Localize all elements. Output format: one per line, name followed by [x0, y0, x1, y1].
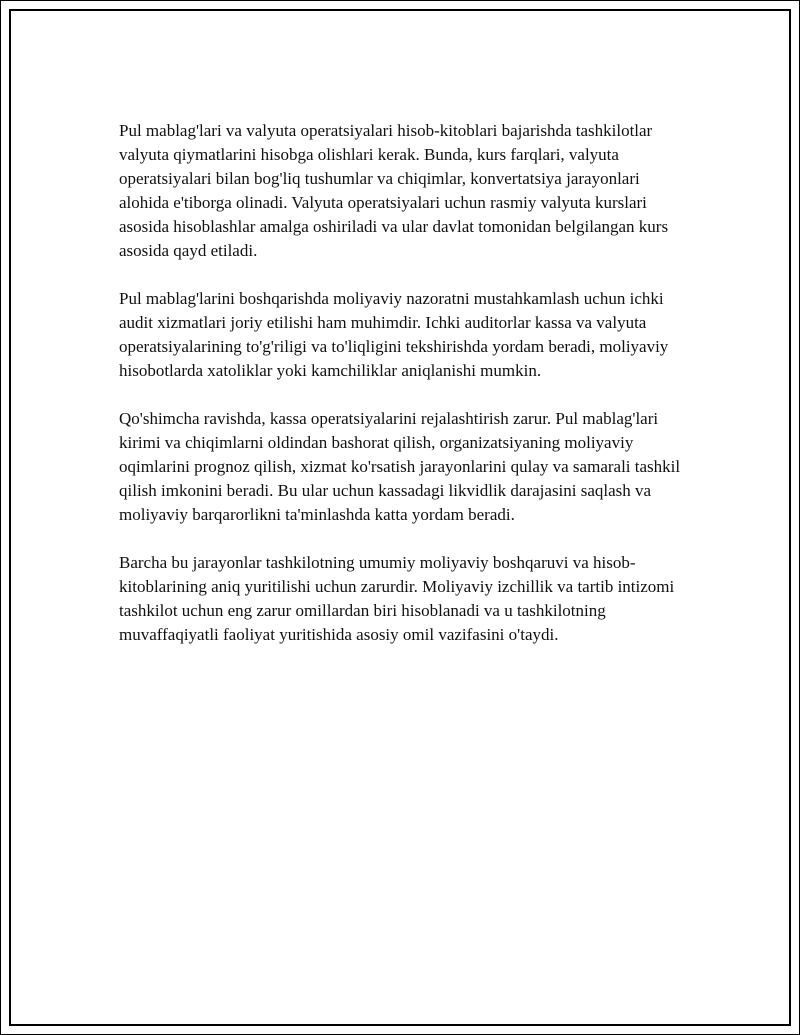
paragraph-2: Pul mablag'larini boshqarishda moliyaviy nazoratni mustahkamlash uchun ichki audit xizmatlari joriy etilishi ham muhimdir. Ichki auditorlar kassa va valyuta operatsiyalarining to'g'riligi va to'liqligini tekshirishda yordam beradi, moliyaviy hisobotlarda xatoliklar yoki kamchiliklar aniqlanishi mumkin. — [119, 289, 669, 380]
document-body — [119, 119, 693, 671]
paragraph-1: Pul mablag'lari va valyuta operatsiyalari hisob-kitoblari bajarishda tashkilotlar valyuta qiymatlarini hisobga olishlari kerak. Bunda, kurs farqlari, valyuta operatsiyalari bilan bog'liq tushumlar va chiqimlar, konvertatsiya jarayonlari alohida e'tiborga olinadi. Valyuta operatsiyalari uchun rasmiy valyuta kurslari asosida hisoblashlar amalga oshiriladi va ular davlat tomonidan belgilangan kurs asosida qayd etiladi. — [119, 121, 669, 260]
paragraph-4: Barcha bu jarayonlar tashkilotning umumiy moliyaviy boshqaruvi va hisob-kitoblarining aniq yuritilishi uchun zarurdir. Moliyaviy izchillik va tartib intizomi tashkilot uchun eng zarur omillardan biri hisoblanadi va u tashkilotning muvaffaqiyatli faoliyat yuritishida asosiy omil vazifasini o'taydi. — [119, 553, 675, 644]
paragraph-3: Qo'shimcha ravishda, kassa operatsiyalarini rejalashtirish zarur. Pul mablag'lari kirimi va chiqimlarni oldindan bashorat qilish, organizatsiyaning moliyaviy oqimlarini prognoz qilish, xizmat ko'rsatish jarayonlarini qulay va samarali tashkil qilish imkonini beradi. Bu ular uchun kassadagi likvidlik darajasini saqlash va moliyaviy barqarorlikni ta'minlashda katta yordam beradi. — [119, 409, 681, 524]
